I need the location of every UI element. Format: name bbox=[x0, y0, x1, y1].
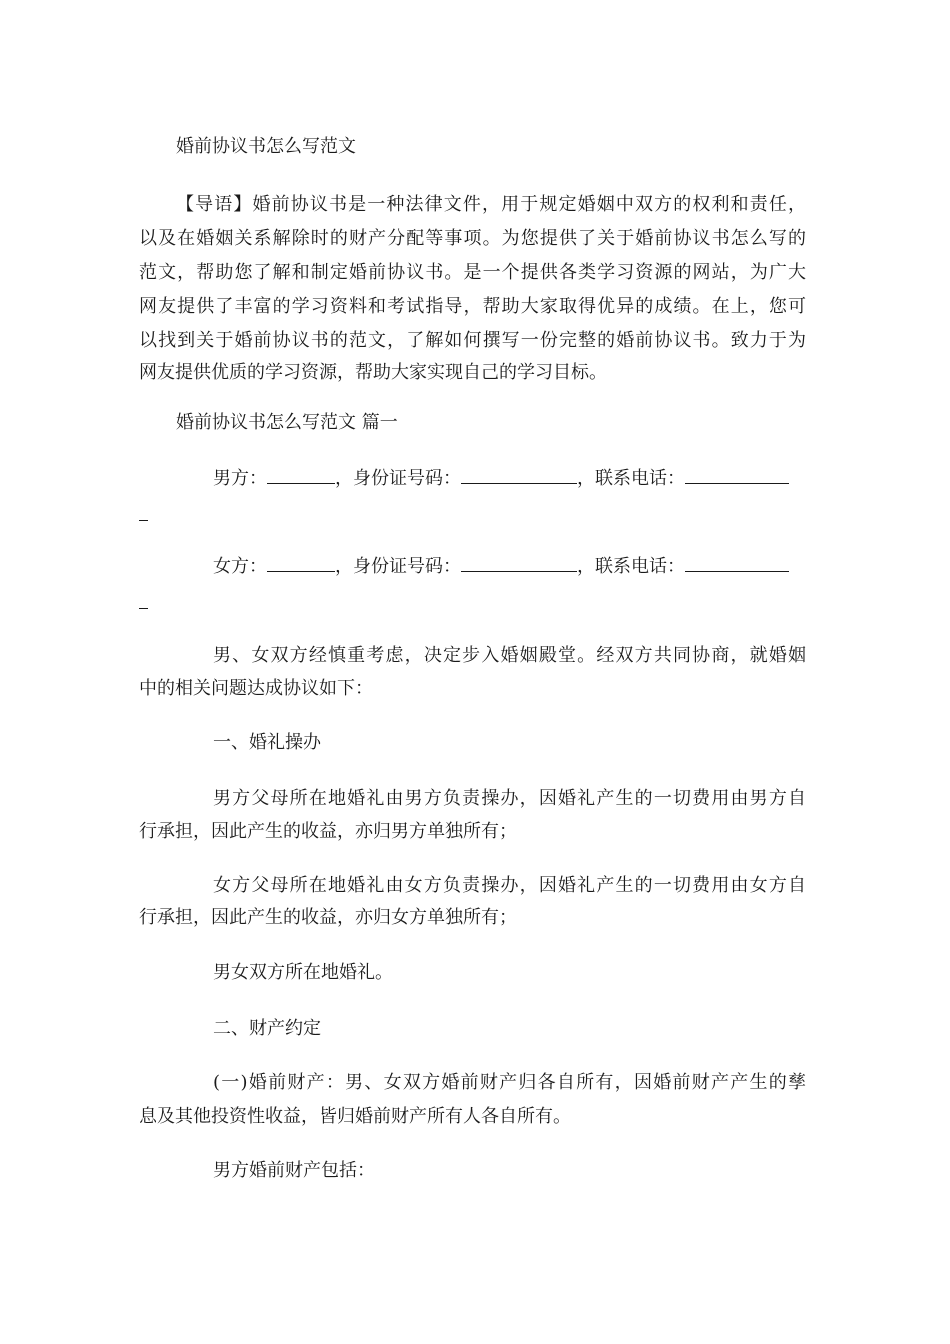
male-id-label: ，身份证号码： bbox=[335, 468, 461, 489]
male-id-blank bbox=[461, 467, 577, 484]
male-phone-blank-tail bbox=[139, 520, 148, 521]
intro-line-6: 网友提供优质的学习资源，帮助大家实现自己的学习目标。 bbox=[139, 362, 607, 383]
female-label: 女方： bbox=[213, 556, 267, 577]
female-party-line bbox=[213, 554, 789, 580]
female-phone-label: ，联系电话： bbox=[577, 556, 685, 577]
intro-line-4: 网友提供了丰富的学习资料和考试指导，帮助大家取得优异的成绩。在上，您可 bbox=[139, 296, 806, 317]
male-party-line bbox=[213, 466, 789, 492]
female-id-blank bbox=[461, 555, 577, 572]
document-title: 婚前协议书怎么写范文 bbox=[176, 136, 356, 157]
heading-wedding: 一、婚礼操办 bbox=[213, 732, 321, 753]
male-phone-blank bbox=[685, 467, 789, 484]
intro-line-3: 范文，帮助您了解和制定婚前协议书。是一个提供各类学习资源的网站，为广大 bbox=[139, 262, 806, 283]
property-line-2: 息及其他投资性收益，皆归婚前财产所有人各自所有。 bbox=[139, 1106, 571, 1127]
female-id-label: ，身份证号码： bbox=[335, 556, 461, 577]
agreement-line-2: 中的相关问题达成协议如下： bbox=[139, 678, 373, 699]
intro-line-1: 【导语】婚前协议书是一种法律文件，用于规定婚姻中双方的权利和责任， bbox=[176, 194, 806, 215]
male-name-blank bbox=[267, 467, 335, 484]
female-phone-blank-tail bbox=[139, 608, 148, 609]
wedding-joint: 男女双方所在地婚礼。 bbox=[213, 962, 393, 983]
intro-line-5: 以找到关于婚前协议书的范文，了解如何撰写一份完整的婚前协议书。致力于为 bbox=[139, 330, 806, 351]
female-phone-blank bbox=[685, 555, 789, 572]
wedding-male-line-2: 行承担，因此产生的收益，亦归男方单独所有； bbox=[139, 821, 517, 842]
wedding-female-line-1: 女方父母所在地婚礼由女方负责操办，因婚礼产生的一切费用由女方自 bbox=[213, 875, 806, 896]
property-line-1: (一)婚前财产：男、女双方婚前财产归各自所有，因婚前财产产生的孳 bbox=[213, 1072, 806, 1093]
heading-property: 二、财产约定 bbox=[213, 1018, 321, 1039]
section-title: 婚前协议书怎么写范文 篇一 bbox=[176, 412, 398, 433]
agreement-line-1: 男、女双方经慎重考虑，决定步入婚姻殿堂。经双方共同协商，就婚姻 bbox=[213, 645, 806, 666]
wedding-male-line-1: 男方父母所在地婚礼由男方负责操办，因婚礼产生的一切费用由男方自 bbox=[213, 788, 806, 809]
female-name-blank bbox=[267, 555, 335, 572]
male-phone-label: ，联系电话： bbox=[577, 468, 685, 489]
male-label: 男方： bbox=[213, 468, 267, 489]
intro-line-2: 以及在婚姻关系解除时的财产分配等事项。为您提供了关于婚前协议书怎么写的 bbox=[139, 228, 806, 249]
male-property-heading: 男方婚前财产包括： bbox=[213, 1160, 375, 1181]
wedding-female-line-2: 行承担，因此产生的收益，亦归女方单独所有； bbox=[139, 907, 517, 928]
